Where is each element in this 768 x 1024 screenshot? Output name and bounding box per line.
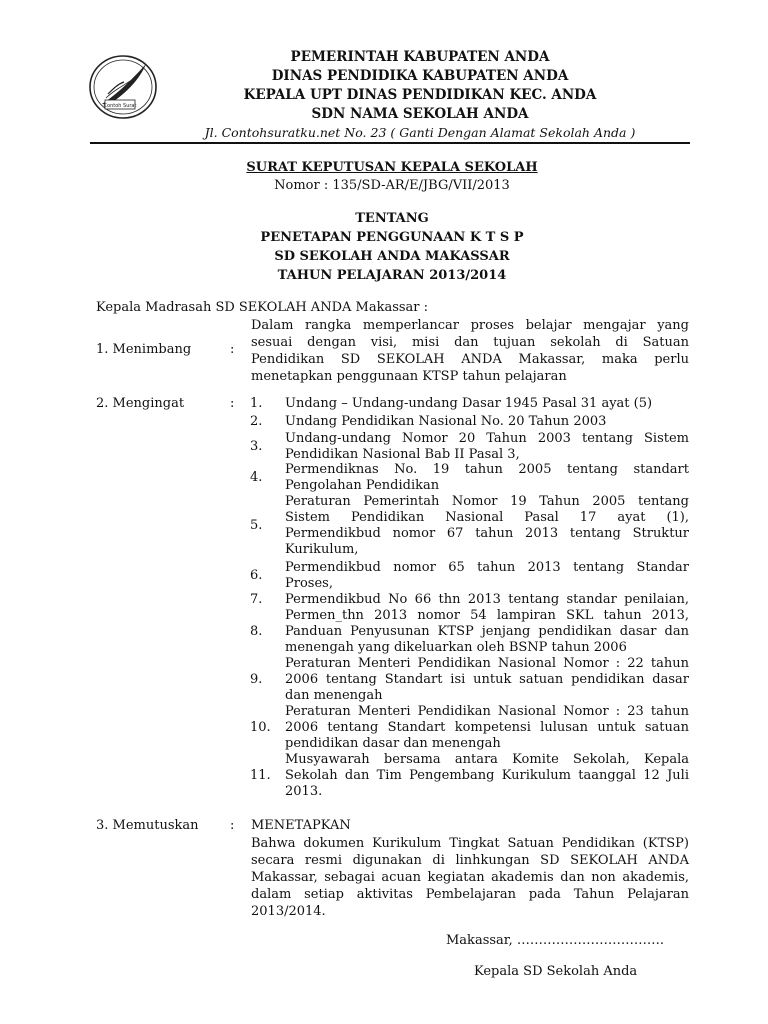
item-line: Peraturan Menteri Pendidikan Nasional Nomor : 23 tahun: [285, 704, 689, 719]
decree-title: SURAT KEPUTUSAN KEPALA SEKOLAH: [246, 160, 538, 175]
mengingat-item-10: [250, 704, 690, 752]
mengingat-item-6: [250, 560, 690, 592]
decree-about: TENTANG: [355, 211, 429, 226]
memutuskan-line: Bahwa dokumen Kurikulum Tingkat Satuan Pendidikan (KTSP): [251, 836, 689, 851]
item-line: Undang Pendidikan Nasional No. 20 Tahun 2003: [285, 414, 607, 429]
item-line: Permen_thn 2013 nomor 54 lampiran SKL tahun 2013,: [285, 608, 689, 623]
mengingat-item-2: [250, 414, 690, 430]
memutuskan-line: secara resmi digunakan di linhkungan SD SEKOLAH ANDA: [251, 853, 689, 868]
item-line: 2013.: [285, 784, 323, 799]
decree-subject-3: TAHUN PELAJARAN 2013/2014: [277, 268, 507, 283]
item-line: Permendikbud No 66 thn 2013 tentang standar penilaian,: [285, 592, 689, 607]
mengingat-colon: :: [230, 396, 235, 411]
item-line: menengah yang dikeluarkan oleh BSNP tahun 2006: [285, 640, 627, 655]
mengingat-item-1: [250, 396, 690, 412]
memutuskan-line: dalam setiap aktivitas Pembelajaran pada Tahun Pelajaran: [251, 887, 689, 902]
item-line: Pengolahan Pendidikan: [285, 478, 440, 493]
item-line: Peraturan Menteri Pendidikan Nasional Nomor : 22 tahun: [285, 656, 689, 671]
item-line: pendidikan dasar dan menengah: [285, 736, 501, 751]
decree-subject-2: SD SEKOLAH ANDA MAKASSAR: [274, 249, 510, 264]
item-line: Panduan Penyusunan KTSP jenjang pendidikan dasar dan: [285, 624, 689, 639]
mengingat-item-11: [250, 752, 690, 800]
item-number: 5.: [250, 518, 263, 533]
item-line: 2006 tentang Standart isi untuk satuan pendidikan dasar: [285, 672, 689, 687]
mengingat-label: 2. Mengingat: [96, 396, 185, 411]
mengingat-item-5: [250, 494, 690, 558]
item-number: 1.: [250, 396, 263, 411]
item-number: 7.: [250, 592, 263, 607]
mengingat-item-8: [250, 608, 690, 656]
item-number: 10.: [250, 720, 271, 735]
intro-line: Kepala Madrasah SD SEKOLAH ANDA Makassar :: [96, 300, 429, 315]
mengingat-item-9: [250, 656, 690, 704]
item-number: 2.: [250, 414, 263, 429]
logo-caption: Contoh Surat: [103, 103, 137, 109]
closing-place-date: Makassar, …………………………….: [446, 933, 664, 948]
decree-number: Nomor : 135/SD-AR/E/JBG/VII/2013: [274, 178, 510, 193]
menimbang-text: [251, 317, 689, 385]
letterhead-address: Jl. Contohsuratku.net No. 23 ( Ganti Dengan Alamat Sekolah Anda ): [204, 125, 636, 140]
item-line: Pendidikan Nasional Bab II Pasal 3,: [285, 447, 520, 462]
menimbang-line: Pendidikan SD SEKOLAH ANDA Makassar, maka perlu: [251, 352, 689, 367]
mengingat-item-4: [250, 462, 690, 494]
letterhead-line-1: PEMERINTAH KABUPATEN ANDA: [290, 49, 550, 65]
item-line: Peraturan Pemerintah Nomor 19 Tahun 2005 tentang: [285, 494, 689, 509]
item-number: 6.: [250, 568, 263, 583]
item-line: Permendikbud nomor 65 tahun 2013 tentang Standar: [285, 560, 689, 575]
memutuskan-line: Makassar, sebagai acuan kegiatan akademis dan non akademis,: [251, 870, 689, 885]
item-number: 4.: [250, 470, 263, 485]
item-line: Permendikbud nomor 67 tahun 2013 tentang Struktur: [285, 526, 689, 541]
mengingat-item-3: [250, 431, 690, 463]
memutuskan-line: 2013/2014.: [251, 904, 326, 919]
menimbang-line: Dalam rangka memperlancar proses belajar mengajar yang: [251, 318, 689, 333]
item-number: 3.: [250, 439, 263, 454]
mengingat-item-7: [250, 592, 690, 608]
letterhead-line-2: DINAS PENDIDIKA KABUPATEN ANDA: [271, 68, 569, 84]
memutuskan-label: 3. Memutuskan: [96, 818, 199, 833]
memutuskan-text: [251, 835, 689, 920]
item-line: 2006 tentang Standart kompetensi lulusan untuk satuan: [285, 720, 689, 735]
item-line: Musyawarah bersama antara Komite Sekolah, Kepala: [285, 752, 689, 767]
item-line: Undang – Undang-undang Dasar 1945 Pasal 31 ayat (5): [285, 396, 653, 411]
item-number: 9.: [250, 672, 263, 687]
menimbang-line: menetapkan penggunaan KTSP tahun pelajaran: [251, 369, 567, 384]
item-line: Sistem Pendidikan Nasional Pasal 17 ayat (1),: [285, 510, 689, 525]
menimbang-label: 1. Menimbang: [96, 342, 192, 357]
item-number: 11.: [250, 768, 271, 783]
memutuskan-heading: MENETAPKAN: [251, 818, 351, 833]
closing-signer: Kepala SD Sekolah Anda: [474, 964, 638, 979]
item-number: 8.: [250, 624, 263, 639]
item-line: Kurikulum,: [285, 542, 359, 557]
letterhead-line-4: SDN NAMA SEKOLAH ANDA: [311, 106, 529, 122]
item-line: Undang-undang Nomor 20 Tahun 2003 tentang Sistem: [285, 431, 689, 446]
menimbang-colon: :: [230, 342, 235, 357]
letterhead-rule: [90, 142, 690, 144]
menimbang-line: sesuai dengan visi, misi dan tujuan sekolah di Satuan: [251, 335, 689, 350]
letterhead-line-3: KEPALA UPT DINAS PENDIDIKAN KEC. ANDA: [243, 87, 597, 103]
item-line: Sekolah dan Tim Pengembang Kurikulum taanggal 12 Juli: [285, 768, 689, 783]
item-line: Permendiknas No. 19 tahun 2005 tentang standart: [285, 462, 689, 477]
item-line: Proses,: [285, 576, 333, 591]
memutuskan-colon: :: [230, 818, 235, 833]
decree-subject-1: PENETAPAN PENGGUNAAN K T S P: [260, 230, 524, 245]
item-line: dan menengah: [285, 688, 383, 703]
school-logo: [88, 54, 158, 120]
